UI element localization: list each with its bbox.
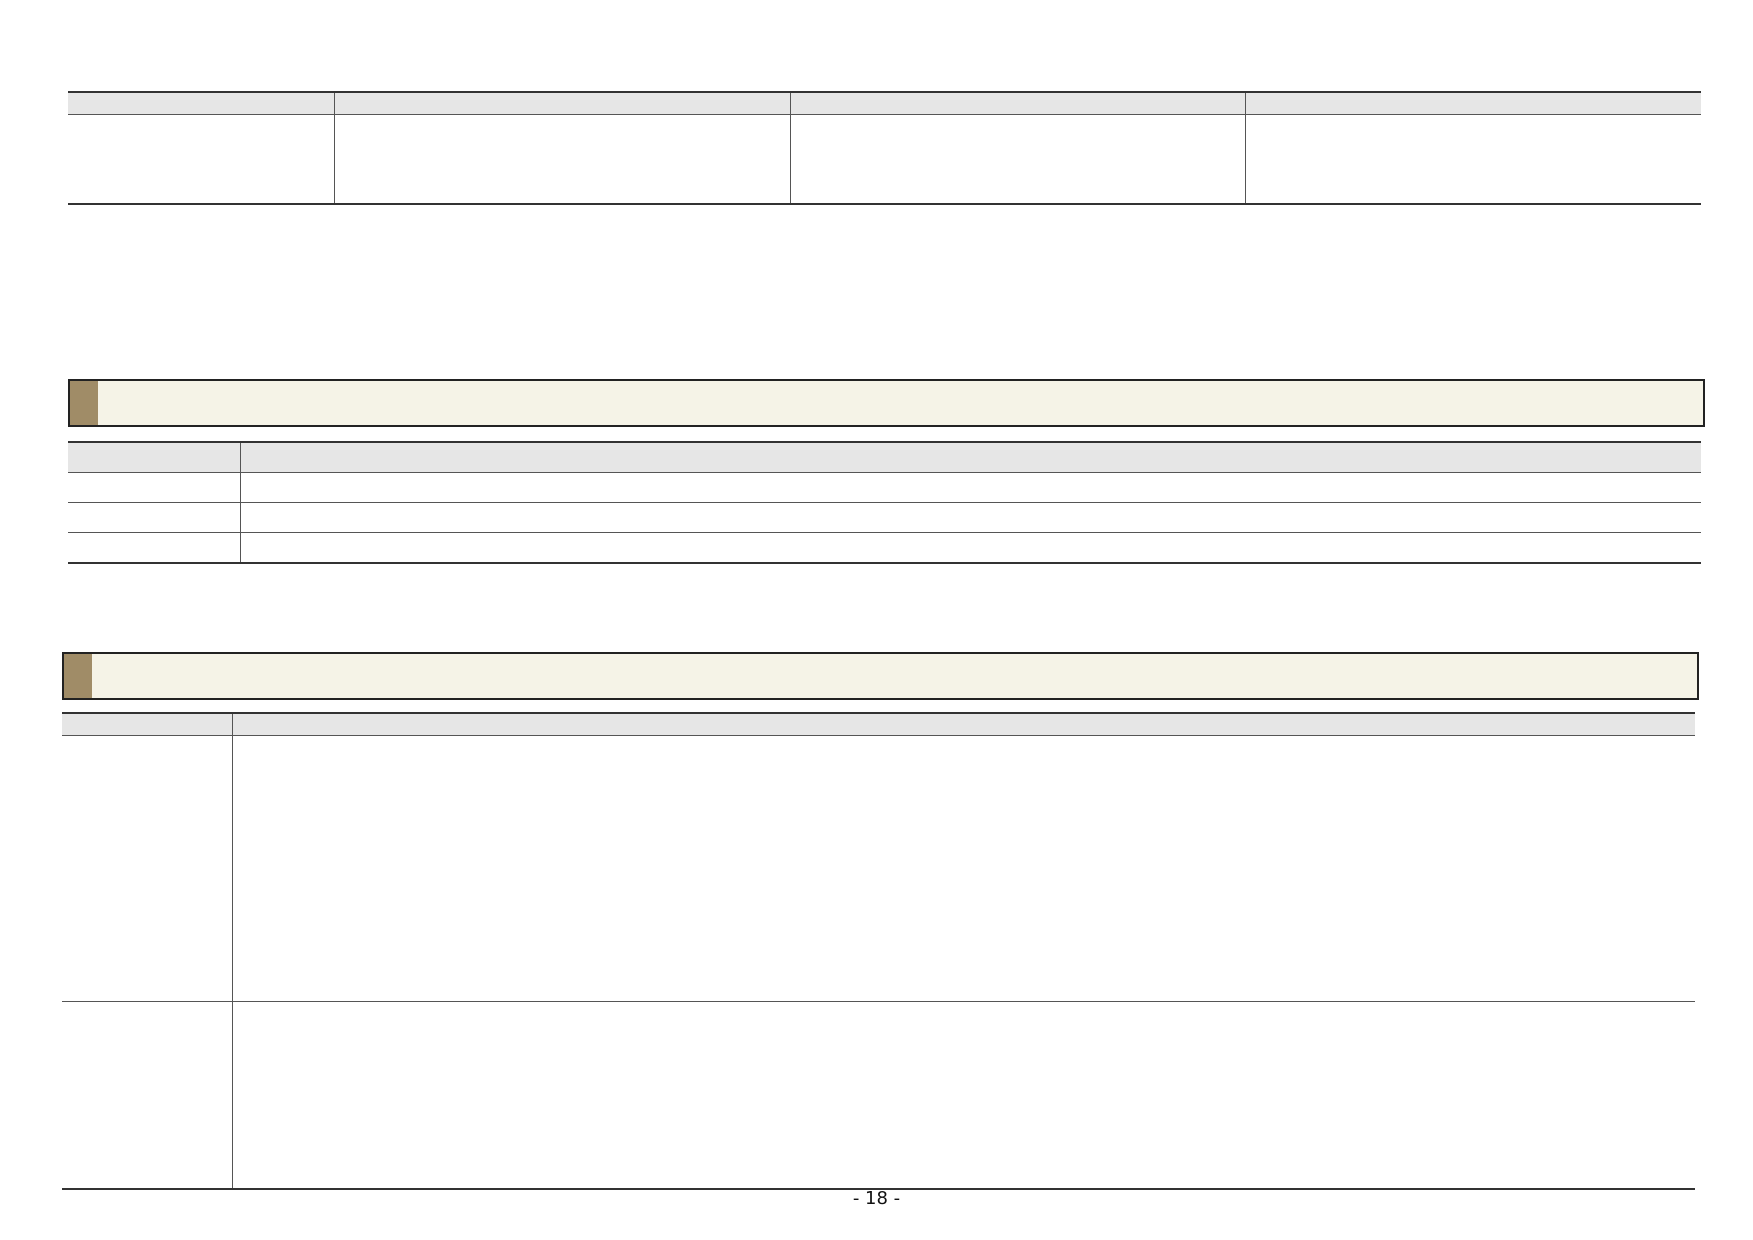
criteria-label-cell	[62, 736, 232, 1002]
page-number: - 18 -	[852, 1188, 901, 1209]
savings-requirement-table	[68, 441, 1701, 564]
content-line	[245, 1082, 1696, 1109]
content-line	[245, 895, 1696, 922]
table-cell	[334, 181, 790, 204]
content-line	[245, 763, 1696, 790]
point-criteria-table	[62, 712, 1695, 1190]
section-header	[62, 652, 1699, 700]
table-header-row	[62, 713, 1695, 736]
table-cell	[68, 137, 334, 159]
table-row	[68, 137, 1701, 159]
table-cell	[68, 533, 240, 564]
table-cell	[334, 115, 790, 138]
table-cell	[68, 159, 334, 181]
table-cell	[240, 533, 1701, 564]
table-cell	[334, 159, 790, 181]
table-row	[68, 159, 1701, 181]
content-line	[245, 736, 1696, 763]
table-cell	[1245, 159, 1701, 181]
note-line	[58, 237, 1698, 263]
note-line	[58, 263, 1698, 289]
content-line	[245, 869, 1696, 896]
content-line	[245, 789, 1696, 816]
table-cell	[334, 137, 790, 159]
note-line	[58, 211, 1698, 237]
table-row	[68, 181, 1701, 204]
criteria-content-cell	[232, 1002, 1695, 1189]
table-cell	[790, 115, 1245, 138]
table-row	[68, 503, 1701, 533]
table-row	[68, 473, 1701, 503]
note-line	[58, 289, 1698, 315]
content-line	[245, 1161, 1696, 1188]
table-header-cell	[790, 92, 1245, 115]
table-cell	[1245, 137, 1701, 159]
content-line	[245, 975, 1696, 1002]
table-cell	[68, 473, 240, 503]
table-cell	[68, 115, 334, 138]
content-line	[245, 842, 1696, 869]
deposit-notes	[58, 211, 1698, 341]
table-header-cell	[1245, 92, 1701, 115]
table-header-cell	[232, 713, 1695, 736]
table-cell	[790, 137, 1245, 159]
note-line	[58, 315, 1698, 341]
table-header-cell	[68, 442, 240, 473]
table-cell	[790, 159, 1245, 181]
table-header-cell	[240, 442, 1701, 473]
content-line	[245, 922, 1696, 949]
table-header-cell	[334, 92, 790, 115]
table-row	[62, 1002, 1695, 1189]
table-row	[68, 115, 1701, 138]
table-cell	[790, 181, 1245, 204]
content-line	[245, 1108, 1696, 1135]
table-cell	[68, 503, 240, 533]
table-cell	[240, 473, 1701, 503]
table-header-row	[68, 442, 1701, 473]
table-header-cell	[62, 713, 232, 736]
content-line	[245, 1029, 1696, 1056]
section-header	[68, 379, 1705, 427]
section-accent	[70, 381, 98, 425]
table-cell	[68, 181, 334, 204]
deposit-amount-table	[68, 91, 1701, 205]
content-line	[245, 1055, 1696, 1082]
criteria-label-cell	[62, 1002, 232, 1189]
table-cell	[1245, 181, 1701, 204]
content-line	[245, 1135, 1696, 1162]
section-accent	[64, 654, 92, 698]
criteria-content-cell	[232, 736, 1695, 1002]
table-row	[62, 736, 1695, 1002]
table-cell	[240, 503, 1701, 533]
table-row	[68, 533, 1701, 564]
table-header-cell	[68, 92, 334, 115]
table-header-row	[68, 92, 1701, 115]
table-cell	[1245, 115, 1701, 138]
content-line	[245, 816, 1696, 843]
content-line	[245, 1002, 1696, 1029]
content-line	[245, 948, 1696, 975]
